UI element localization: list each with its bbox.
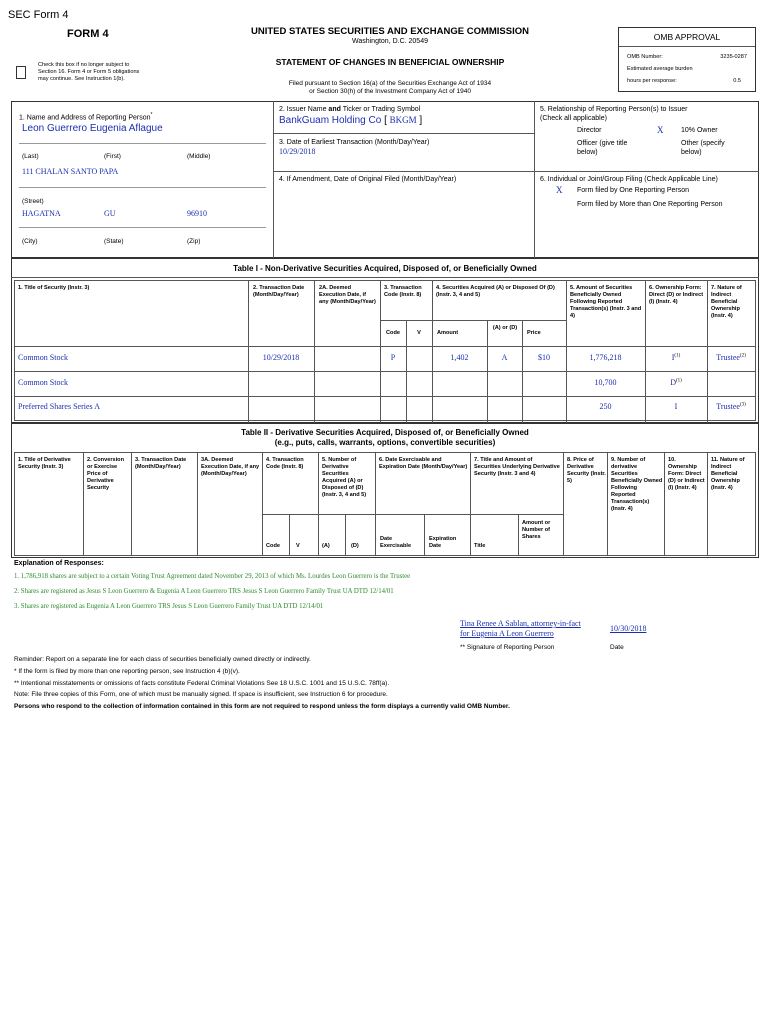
t2-col-deemed: 3A. Deemed Execution Date, if any (Month/Day/Year) [201, 457, 260, 477]
t1-col-form: 6. Ownership Form: Direct (D) or Indirect (I) (Instr. 4) [649, 285, 704, 305]
t2-col-title: 1. Title of Derivative Security (Instr. 3) [18, 457, 71, 470]
one-person-option: Form filed by One Reporting Person [577, 187, 690, 194]
ten-percent-owner-option: 10% Owner [681, 127, 718, 134]
statement-title: STATEMENT OF CHANGES IN BENEFICIAL OWNERSHIP [275, 57, 505, 67]
checkbox-instructions: Check this box if no longer subject to Section 16. Form 4 or Form 5 obligations may continue. See Instruction 1(b). [38, 62, 140, 82]
note-double-star: ** Intentional misstatements or omissions of facts constitute Federal Criminal Violations See 18 U.S.C. 1001 and 15 U.S.C. 78ff(a). [14, 680, 390, 687]
last-label: (Last) [22, 153, 39, 160]
t1-r1-form: $I^{(1)}$ [671, 353, 681, 362]
box2-label: 2. Issuer Name and Ticker or Trading Symbol [279, 106, 421, 113]
signature-date: 10/30/2018 [610, 624, 647, 633]
t1-col-deemed: 2A. Deemed Execution Date, if any (Month/Day/Year) [319, 285, 376, 305]
reminder-text: Reminder: Report on a separate line for each class of securities beneficially owned directly or indirectly. [14, 656, 311, 663]
t2-sub-exercisable: Date Exercisable [380, 536, 412, 549]
t2-col-nature: 11. Nature of Indirect Beneficial Ownership (Instr. 4) [711, 457, 745, 491]
box4-label: 4. If Amendment, Date of Original Filed (Month/Day/Year) [279, 176, 457, 183]
omb-hours-label: hours per response: [627, 78, 677, 84]
t2-col-price: 8. Price of Derivative Security (Instr. 5) [567, 457, 606, 484]
date-label: Date [610, 644, 624, 651]
t2-sub-title: Title [474, 543, 486, 549]
omb-number-label: OMB Number: [627, 54, 663, 60]
box5-label: 5. Relationship of Reporting Person(s) to Issuer (Check all applicable) [540, 106, 688, 122]
t1-r1-title: Common Stock [18, 353, 69, 362]
t1-r1-code: P [390, 353, 396, 362]
one-person-mark: X [556, 185, 563, 195]
t1-r3-nature: Trustee$^{(3)}$ [716, 402, 746, 411]
t1-col-nature: 7. Nature of Indirect Beneficial Ownership (Instr. 4) [711, 285, 742, 319]
t1-r1-date: 10/29/2018 [262, 353, 300, 362]
t1-sub-ad: (A) or (D) [492, 325, 518, 331]
issuer-name[interactable]: BankGuam Holding Co [ BKGM ] [279, 115, 423, 126]
table2-title: Table II - Derivative Securities Acquired, Disposed of, or Beneficially Owned (e.g., puts, calls, warrants, options, convertible securities) [241, 428, 529, 447]
t1-r2-owned: 10,700 [594, 378, 617, 387]
footnote-3: 3. Shares are registered as Eugenia A Leon Guerrero TRS Jesus S Leon Guerrero Family Trust UA DTD 12/14/01 [14, 603, 324, 610]
t2-col-number: 5. Number of Derivative Securities Acquired (A) or Disposed of (D) (Instr. 3, 4 and 5) [322, 457, 367, 498]
zip-label: (Zip) [187, 238, 201, 245]
signature-label: ** Signature of Reporting Person [460, 644, 555, 651]
omb-hours-value: 0.5 [733, 78, 741, 84]
table-1 [11, 258, 759, 423]
officer-option: Officer (give title below) [577, 140, 628, 156]
filed-pursuant: Filed pursuant to Section 16(a) of the Securities Exchange Act of 1934 or Section 30(h) of the Investment Company Act of 1940 [288, 80, 492, 95]
state-label: (State) [104, 238, 124, 245]
box6-label: 6. Individual or Joint/Group Filing (Check Applicable Line) [540, 176, 718, 183]
omb-approval-box [618, 27, 756, 92]
table1-title: Table I - Non-Derivative Securities Acquired, Disposed of, or Beneficially Owned [233, 264, 537, 273]
t2-col-conversion: 2. Conversion or Exercise Price of Derivative Security [87, 457, 124, 491]
first-label: (First) [104, 153, 121, 160]
other-option: Other (specify below) [681, 140, 725, 156]
city-label: (City) [22, 238, 38, 245]
city-value: HAGATNA [22, 209, 61, 218]
t1-col-acquired: 4. Securities Acquired (A) or Disposed Of (D) (Instr. 3, 4 and 5) [436, 285, 555, 298]
t2-col-date: 3. Transaction Date (Month/Day/Year) [135, 457, 187, 470]
earliest-transaction-date: 10/29/2018 [279, 147, 316, 156]
t1-r1-ad: A [501, 353, 508, 362]
t1-r1-amount: 1,402 [450, 353, 469, 362]
signature-name[interactable]: Tina Renee A Sablan, attorney-in-fact for Eugenia A Leon Guerrero [460, 619, 581, 638]
reporting-person-name[interactable]: Leon Guerrero Eugenia Aflague [22, 123, 163, 134]
t1-r3-title: Preferred Shares Series A [18, 402, 100, 411]
no-longer-subject-checkbox[interactable] [16, 66, 26, 79]
t1-r1-nature: Trustee$^{(2)}$ [716, 353, 746, 362]
t1-sub-amount: Amount [437, 330, 459, 336]
commission-location: Washington, D.C. 20549 [351, 38, 428, 45]
t2-sub-v: V [296, 543, 300, 549]
note-file: Note: File three copies of this Form, one of which must be manually signed. If space is insufficient, see Instruction 6 for procedure. [14, 691, 388, 698]
sec-form-label: SEC Form 4 [8, 9, 69, 21]
t2-col-code: 4. Transaction Code (Instr. 8) [266, 457, 304, 470]
ten-percent-owner-mark: X [657, 125, 664, 135]
box3-label: 3. Date of Earliest Transaction (Month/Day/Year) [279, 139, 430, 146]
t1-col-date: 2. Transaction Date (Month/Day/Year) [253, 285, 305, 298]
persons-notice: Persons who respond to the collection of information contained in this form are not required to respond unless the form displays a currently valid OMB Number. [14, 703, 510, 710]
t2-col-underlying: 7. Title and Amount of Securities Underlying Derivative Security (Instr. 3 and 4) [474, 457, 560, 477]
commission-title: UNITED STATES SECURITIES AND EXCHANGE COMMISSION [251, 26, 529, 37]
street-label: (Street) [22, 198, 44, 205]
note-star: * If the form is filed by more than one reporting person, see Instruction 4 (b)(v). [14, 668, 240, 675]
box1-label: 1. Name and Address of Reporting Person* [19, 112, 153, 122]
t2-sub-amount: Amount or Number of Shares [522, 520, 551, 540]
director-option: Director [577, 127, 602, 134]
t2-sub-code: Code [266, 543, 280, 549]
explanation-heading: Explanation of Responses: [14, 560, 104, 567]
footnote-1: 1. 1,786,918 shares are subject to a certain Voting Trust Agreement dated November 29, 2013 of which Ms. Lourdes Leon Guerrero is the Trustee [14, 573, 411, 580]
street-value: 111 CHALAN SANTO PAPA [22, 167, 119, 176]
t1-sub-code: Code [386, 330, 400, 336]
omb-burden-label: Estimated average burden [627, 66, 693, 72]
zip-value: 96910 [187, 209, 207, 218]
t1-r2-form: $D^{(1)}$ [670, 378, 682, 387]
form-title: FORM 4 [67, 28, 109, 40]
omb-title: OMB APPROVAL [653, 32, 721, 42]
t1-r3-form: I [674, 402, 678, 411]
t1-r1-owned: 1,776,218 [589, 353, 622, 362]
t2-sub-expiration: Expiration Date [429, 536, 457, 549]
t2-sub-a: (A) [322, 543, 330, 549]
t1-col-code: 3. Transaction Code (Instr. 8) [384, 285, 422, 298]
t2-col-owned: 9. Number of derivative Securities Beneficially Owned Following Reported Transaction(s) (Instr. 4) [611, 457, 663, 512]
footnote-2: 2. Shares are registered as Jesus S Leon Guerrero & Eugenia A Leon Guerrero TRS Jesus S Leon Guerrero Family Trust UA DTD 12/14/01 [14, 588, 394, 595]
t1-col-title: 1. Title of Security (Instr. 3) [18, 285, 90, 291]
t2-col-exercisable: 6. Date Exercisable and Expiration Date (Month/Day/Year) [379, 457, 468, 470]
t1-col-owned: 5. Amount of Securities Beneficially Owned Following Reported Transaction(s) (Instr. 3 and 4) [570, 285, 642, 319]
middle-label: (Middle) [187, 153, 211, 160]
state-value: GU [104, 209, 116, 218]
t1-r1-price: $10 [538, 353, 550, 362]
t1-r3-owned: 250 [599, 402, 612, 411]
more-persons-option: Form filed by More than One Reporting Person [577, 201, 723, 208]
omb-number-value: 3235-0287 [720, 54, 747, 60]
t2-sub-d: (D) [351, 543, 359, 549]
t1-r2-title: Common Stock [18, 378, 69, 387]
t2-col-form: 10. Ownership Form: Direct (D) or Indirect (I) (Instr. 4) [668, 457, 705, 491]
t1-sub-price: Price [527, 330, 541, 336]
t1-sub-v: V [417, 330, 421, 336]
